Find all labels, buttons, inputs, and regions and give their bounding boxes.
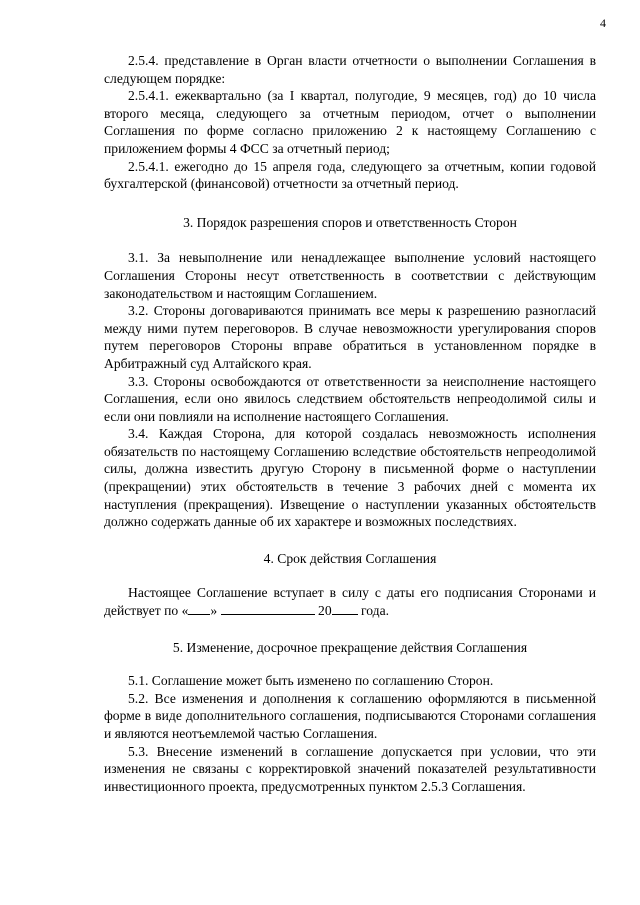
term-year-prefix: 20 bbox=[318, 603, 332, 619]
year-blank bbox=[332, 602, 358, 615]
clause-4-term bbox=[104, 584, 596, 619]
clause-5-3: 5.3. Внесение изменений в соглашение допускается при условии, что эти изменения не связаны с корректировкой значений показателей результативности инвестиционного проекта, предусмотренных пунктом 2.5.3 Соглашения. bbox=[104, 743, 596, 794]
clause-3-2: 3.2. Стороны договариваются принимать все меры к разрешению разногласий между ними путем переговоров. В случае невозможности урегулирования споров путем переговоров Стороны вправе обратиться в установленном порядке в Арбитражный суд Алтайского края. bbox=[104, 303, 596, 371]
document-body bbox=[104, 52, 596, 795]
term-text-start: Настоящее Соглашение вступает в силу с даты его подписания Сторонами и действует по « bbox=[104, 585, 596, 619]
term-text-end: года. bbox=[361, 603, 390, 619]
clause-3-3: 3.3. Стороны освобождаются от ответственности за неисполнение настоящего Соглашения, если оно явилось следствием обстоятельств непреодолимой силы и если они повлияли на исполнение настоящего Соглашения. bbox=[104, 373, 596, 424]
section-4-heading: 4. Срок действия Соглашения bbox=[263, 550, 437, 566]
section-3-heading: 3. Порядок разрешения споров и ответственность Сторон bbox=[183, 214, 517, 230]
clause-5-2: 5.2. Все изменения и дополнения к соглашению оформляются в письменной форме в виде дополнительного соглашения, подписываются Сторонами соглашения и являются неотъемлемой частью Соглашения. bbox=[104, 690, 596, 741]
clause-2-5-4-1: 2.5.4.1. ежеквартально (за I квартал, полугодие, 9 месяцев, год) до 10 числа второго месяца, следующего за отчетным периодом, отчет о выполнении Соглашения по форме согласно приложению 2 к настоящему Соглашению с приложением формы 4 ФСС за отчетный период; bbox=[104, 88, 596, 156]
day-blank bbox=[188, 602, 210, 615]
clause-3-4: 3.4. Каждая Сторона, для которой создалась невозможность исполнения обязательств по настоящему Соглашению вследствие обстоятельств непреодолимой силы, должна известить другую Сторону в письменной форме о наступлении (прекращении) этих обстоятельств в течение 3 рабочих дней с момента их наступления (прекращения). Извещение о наступлении указанных обстоятельств должно содержать данные об их характере и возможных последствиях. bbox=[104, 426, 596, 530]
term-text-quote-close: » bbox=[210, 603, 218, 619]
page-number: 4 bbox=[600, 16, 606, 30]
month-blank bbox=[221, 602, 315, 615]
clause-2-5-4-1-annual: 2.5.4.1. ежегодно до 15 апреля года, следующего за отчетным, копии годовой бухгалтерской (финансовой) отчетности за отчетный период. bbox=[104, 158, 596, 192]
clause-5-1: 5.1. Соглашение может быть изменено по соглашению Сторон. bbox=[128, 673, 494, 689]
clause-3-1: 3.1. За невыполнение или ненадлежащее выполнение условий настоящего Соглашения Стороны несут ответственность в соответствии с действующим законодательством и настоящим Соглашением. bbox=[104, 250, 596, 301]
section-5-heading: 5. Изменение, досрочное прекращение действия Соглашения bbox=[172, 639, 528, 655]
clause-2-5-4: 2.5.4. представление в Орган власти отчетности о выполнении Соглашения в следующем порядке: bbox=[104, 53, 596, 86]
